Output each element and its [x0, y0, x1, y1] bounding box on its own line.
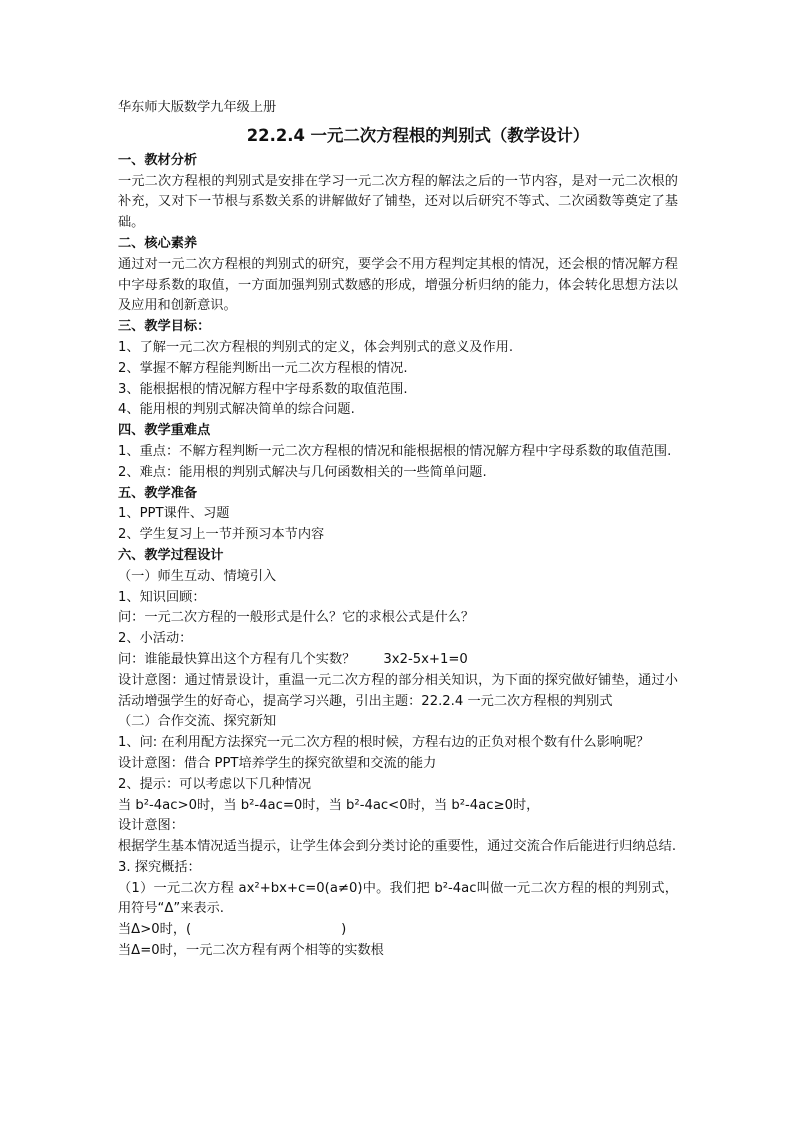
activity-equation: 3x2-5x+1=0: [383, 651, 468, 667]
section-heading-teaching-goals: 三、教学目标：: [118, 319, 211, 335]
difficulty-item: 2、难点：能用根的判别式解决与几何函数相关的一些简单问题.: [118, 464, 487, 480]
goal-item: 4、能用根的判别式解决简单的综合问题.: [118, 402, 355, 418]
case-positive-start: 当Δ>0时，(: [118, 922, 192, 938]
subsection-intro: （一）师生互动、情境引入: [118, 568, 277, 584]
case-positive-end: ): [341, 922, 347, 938]
case-zero-line: 当Δ=0时，一元二次方程有两个相等的实数根: [118, 943, 384, 959]
section-heading-process: 六、教学过程设计: [118, 547, 224, 563]
preparation-item: 2、学生复习上一节并预习本节内容: [118, 527, 325, 543]
summary-label: 3. 探究概括：: [118, 859, 201, 875]
design-intent-2: 设计意图：借合 PPT培养学生的探究欲望和交流的能力: [118, 755, 437, 771]
discriminant-cases: 当 b²-4ac>0时，当 b²-4ac=0时，当 b²-4ac<0时，当 b²-4ac≥0时，: [118, 797, 540, 813]
activity-label: 2、小活动：: [118, 631, 193, 647]
case-positive-line: [118, 920, 678, 941]
review-question: 问：一元二次方程的一般形式是什么？它的求根公式是什么？: [118, 610, 475, 626]
section-heading-preparation: 五、教学准备: [118, 485, 198, 501]
design-intent-3: 根据学生基本情况适当提示，让学生体会到分类讨论的重要性，通过交流合作后能进行归纳总结.: [118, 839, 677, 855]
activity-question: 问：谁能最快算出这个方程有几个实数？: [118, 651, 356, 667]
subsection-explore: （二）合作交流、探究新知: [118, 714, 277, 730]
document-title: 22.2.4 一元二次方程根的判别式（教学设计）: [246, 125, 590, 145]
paragraph-textbook-analysis: 一元二次方程根的判别式是安排在学习一元二次方程的解法之后的一节内容，是对一元二次根的补充，又对下一节根与系数关系的讲解做好了铺垫，还对以后研究不等式、二次函数等奠定了基础。: [118, 173, 678, 231]
section-heading-textbook-analysis: 一、教材分析: [118, 152, 198, 168]
section-heading-core-literacy: 二、核心素养: [118, 235, 198, 251]
design-intent-1: 设计意图：通过情景设计，重温一元二次方程的部分相关知识，为下面的探究做好铺垫，通过小活动增强学生的好奇心，提高学习兴趣，引出主题：22.2.4 一元二次方程根的判别式: [118, 672, 678, 709]
goal-item: 1、了解一元二次方程根的判别式的定义，体会判别式的意义及作用.: [118, 339, 514, 355]
review-label: 1、知识回顾：: [118, 589, 206, 605]
section-heading-key-points: 四、教学重难点: [118, 423, 211, 439]
design-intent-3-label: 设计意图：: [118, 818, 184, 834]
preparation-item: 1、PPT课件、习题: [118, 506, 230, 522]
goal-item: 2、掌握不解方程能判断出一元二次方程根的情况.: [118, 360, 408, 376]
key-point-item: 1、重点：不解方程判断一元二次方程根的情况和能根据根的情况解方程中字母系数的取值范围.: [118, 443, 672, 459]
hint-line: 2、提示：可以考虑以下几种情况: [118, 776, 312, 792]
publisher-line: 华东师大版数学九年级上册: [118, 100, 277, 115]
explore-question: 1、问: 在利用配方法探究一元二次方程的根时候，方程右边的正负对根个数有什么影响呢？: [118, 735, 650, 751]
goal-item: 3、能根据根的情况解方程中字母系数的取值范围.: [118, 381, 408, 397]
paragraph-core-literacy: 通过对一元二次方程根的判别式的研究，要学会不用方程判定其根的情况，还会根的情况解方程中字母系数的取值，一方面加强判别式数感的形成，增强分析归纳的能力，体会转化思想方法以及应用和创新意识。: [118, 256, 678, 314]
activity-question-line: [118, 650, 678, 671]
document-body: [118, 98, 678, 962]
summary-definition: （1）一元二次方程 ax²+bx+c=0(a≠0)中。我们把 b²-4ac叫做一元二次方程的根的判别式，用符号“Δ”来表示.: [118, 880, 678, 917]
